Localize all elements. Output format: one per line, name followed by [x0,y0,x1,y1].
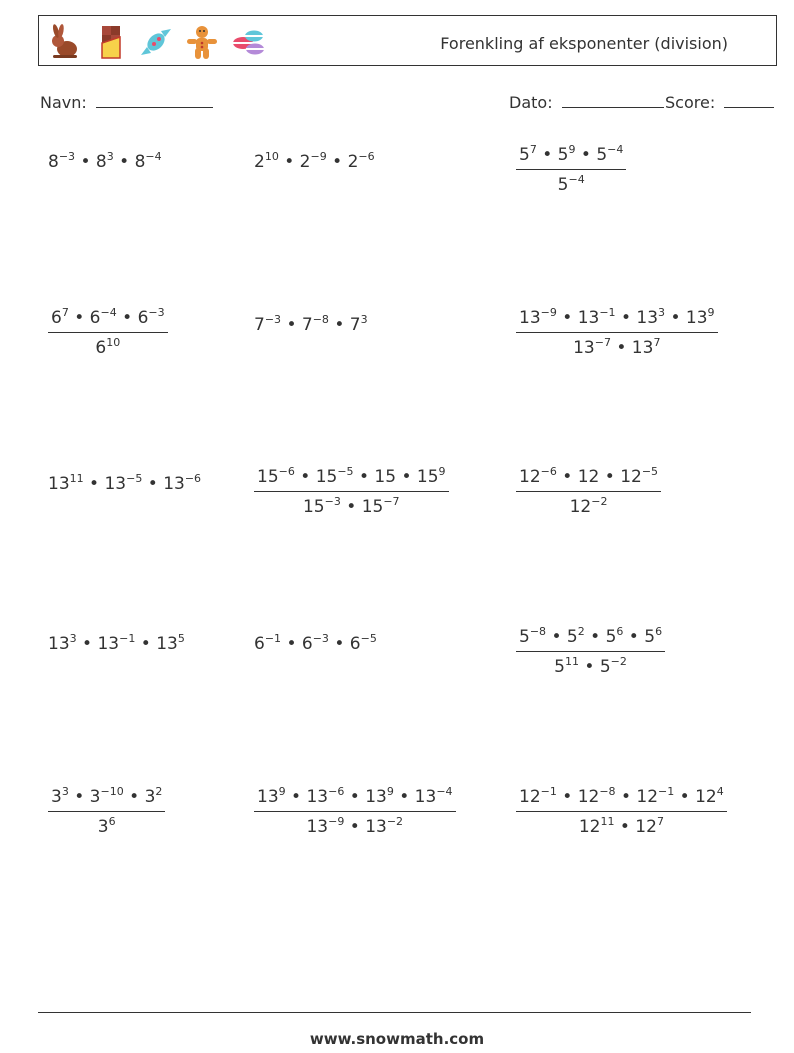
fraction [516,143,626,195]
problem-12 [516,625,665,677]
term-base: 3 [51,787,62,807]
fraction [516,465,661,517]
term-exponent: −4 [568,173,585,186]
multiplication-dot: • [584,627,606,647]
multiplication-dot: • [396,467,417,487]
problem-14 [254,785,456,837]
term-exponent: −9 [310,150,327,163]
score-blank[interactable] [724,93,774,108]
term-base: 15 [315,467,338,487]
term-exponent: 7 [61,306,69,319]
numerator [48,306,168,333]
term-base: 13 [365,817,387,837]
multiplication-dot: • [575,145,597,165]
multiplication-dot: • [68,308,90,328]
term-base: 2 [347,152,359,172]
multiplication-dot: • [344,787,366,807]
multiplication-dot: • [615,787,637,807]
chocolate-bar-icon [91,23,129,61]
problem-5 [254,313,368,335]
term-exponent: −5 [126,472,143,485]
term-base: 5 [557,175,569,195]
multiplication-dot: • [340,497,362,517]
term-base: 12 [519,467,541,487]
term-exponent: 9 [707,306,715,319]
multiplication-dot: • [123,787,145,807]
numerator [516,465,661,492]
date-blank[interactable] [562,93,664,108]
multiplication-dot: • [281,634,302,654]
term-exponent: −7 [594,336,611,349]
term-exponent: 7 [656,815,664,828]
problem-9 [516,465,661,517]
term-exponent: −10 [100,785,124,798]
multiplication-dot: • [599,467,621,487]
term-base: 13 [97,634,120,654]
fraction [48,306,168,358]
multiplication-dot: • [393,787,415,807]
term-exponent: −5 [337,465,354,478]
numerator [516,625,665,652]
term-base: 13 [48,474,70,494]
term-base: 5 [519,627,530,647]
term-base: 13 [306,817,329,837]
term-exponent: 3 [360,313,368,326]
multiplication-dot: • [135,634,157,654]
multiplication-dot: • [294,467,316,487]
term-base: 6 [95,338,107,358]
fraction [254,465,449,517]
term-base: 7 [301,315,313,335]
problem-11 [254,632,377,654]
term-base: 15 [257,467,279,487]
term-base: 13 [636,308,659,328]
multiplication-dot: • [344,817,366,837]
term-exponent: −2 [386,815,404,828]
term-base: 15 [374,467,397,487]
term-base: 2 [254,152,265,172]
problem-6 [516,306,718,358]
term-base: 13 [577,308,600,328]
term-base: 15 [302,497,325,517]
term-exponent: −6 [540,465,557,478]
multiplication-dot: • [615,308,637,328]
multiplication-dot: • [614,817,636,837]
problem-8 [254,465,449,517]
multiplication-dot: • [326,152,348,172]
term-exponent: −1 [599,306,616,319]
multiplication-dot: • [76,634,98,654]
term-base: 13 [257,787,279,807]
macarons-icon [229,23,267,61]
term-exponent: −1 [658,785,675,798]
denominator [516,492,661,516]
term-base: 12 [577,787,600,807]
multiplication-dot: • [610,338,632,358]
term-exponent: 9 [386,785,394,798]
numerator [254,785,456,812]
term-exponent: −6 [328,785,345,798]
multiplication-dot: • [142,474,164,494]
term-exponent: 3 [69,632,77,645]
term-exponent: 6 [655,625,663,638]
chocolate-bunny-icon [45,23,83,61]
term-base: 6 [349,634,361,654]
problem-2 [254,150,375,172]
term-base: 13 [365,787,387,807]
term-base: 2 [299,152,311,172]
term-exponent: −1 [540,785,557,798]
term-base: 5 [554,657,565,677]
term-exponent: 4 [716,785,724,798]
term-base: 15 [361,497,384,517]
date-label: Dato: [509,93,553,112]
term-base: 13 [631,338,654,358]
date-field[interactable] [509,93,664,112]
term-base: 12 [620,467,642,487]
term-base: 5 [605,627,617,647]
denominator [516,812,727,836]
multiplication-dot: • [536,145,558,165]
term-base: 5 [599,657,611,677]
term-base: 7 [254,315,265,335]
term-exponent: −9 [328,815,345,828]
numerator [516,143,626,170]
term-base: 5 [557,145,569,165]
denominator [254,492,449,516]
term-exponent: −4 [100,306,117,319]
term-base: 6 [89,308,101,328]
term-base: 12 [695,787,717,807]
term-exponent: −6 [358,150,375,163]
multiplication-dot: • [328,634,350,654]
term-base: 3 [97,817,109,837]
multiplication-dot: • [546,627,567,647]
term-exponent: 7 [529,143,537,156]
denominator [516,333,718,357]
term-base: 8 [48,152,59,172]
name-field[interactable] [40,93,213,112]
term-exponent: 3 [658,306,666,319]
term-exponent: 9 [568,143,576,156]
problem-10 [48,632,185,654]
term-exponent: 11 [69,472,84,485]
term-exponent: −3 [312,632,329,645]
term-base: 12 [519,787,541,807]
term-base: 13 [685,308,708,328]
problem-4 [48,306,168,358]
multiplication-dot: • [83,474,105,494]
term-exponent: −3 [324,495,341,508]
term-exponent: 11 [565,655,579,668]
score-label: Score: [665,93,716,112]
fraction [48,785,165,837]
term-base: 12 [569,497,592,517]
term-exponent: −9 [540,306,557,319]
term-exponent: −3 [264,313,282,326]
term-exponent: 11 [600,815,615,828]
multiplication-dot: • [113,152,135,172]
footer-url: www.snowmath.com [309,1030,485,1048]
term-base: 6 [254,634,265,654]
term-exponent: 6 [108,815,116,828]
term-exponent: 10 [264,150,279,163]
numerator [48,785,165,812]
term-exponent: 2 [577,625,585,638]
term-exponent: 9 [438,465,446,478]
header-icons [45,23,267,61]
term-base: 6 [51,308,62,328]
multiplication-dot: • [75,152,96,172]
term-base: 6 [137,308,149,328]
score-field[interactable] [665,93,774,112]
term-exponent: −4 [436,785,453,798]
term-exponent: −2 [591,495,608,508]
multiplication-dot: • [623,627,645,647]
term-base: 12 [636,787,659,807]
multiplication-dot: • [328,315,350,335]
term-base: 7 [349,315,361,335]
term-exponent: −6 [278,465,295,478]
numerator [254,465,449,492]
problem-1 [48,150,162,172]
term-base: 13 [573,338,595,358]
multiplication-dot: • [579,657,600,677]
numerator [516,785,727,812]
fraction [516,625,665,677]
term-exponent: −3 [58,150,76,163]
term-exponent: −3 [148,306,165,319]
term-base: 6 [301,634,313,654]
term-exponent: 3 [106,150,114,163]
term-base: 13 [306,787,329,807]
term-exponent: 6 [616,625,624,638]
fraction [516,785,727,837]
fraction [254,785,456,837]
term-exponent: −4 [145,150,162,163]
term-base: 5 [644,627,656,647]
gingerbread-man-icon [183,23,221,61]
multiplication-dot: • [674,787,696,807]
multiplication-dot: • [556,467,578,487]
term-base: 8 [95,152,107,172]
term-base: 12 [635,817,657,837]
term-base: 3 [89,787,101,807]
wrapped-candy-icon [137,23,175,61]
denominator [516,652,665,676]
worksheet-header [38,15,777,66]
term-base: 13 [414,787,437,807]
problem-13 [48,785,165,837]
term-exponent: −8 [599,785,616,798]
denominator [48,333,168,357]
fraction [516,306,718,358]
term-base: 3 [144,787,156,807]
term-exponent: −5 [641,465,659,478]
term-exponent: −8 [529,625,547,638]
name-label: Navn: [40,93,87,112]
multiplication-dot: • [665,308,686,328]
multiplication-dot: • [285,787,307,807]
term-base: 5 [566,627,578,647]
problem-3 [516,143,626,195]
term-exponent: 10 [106,336,121,349]
term-exponent: 9 [278,785,286,798]
term-exponent: −6 [184,472,202,485]
multiplication-dot: • [281,315,302,335]
term-base: 12 [577,467,600,487]
term-exponent: −2 [610,655,627,668]
problem-7 [48,472,202,494]
name-blank[interactable] [96,93,213,108]
multiplication-dot: • [556,787,578,807]
term-base: 13 [163,474,185,494]
multiplication-dot: • [278,152,300,172]
term-exponent: 3 [61,785,69,798]
multiplication-dot: • [556,308,578,328]
term-base: 12 [578,817,601,837]
multiplication-dot: • [353,467,375,487]
numerator [516,306,718,333]
footer-divider [38,1012,751,1013]
term-exponent: −7 [383,495,400,508]
term-base: 5 [596,145,608,165]
term-exponent: 7 [653,336,661,349]
term-exponent: −8 [312,313,329,326]
term-exponent: −5 [360,632,377,645]
denominator [516,170,626,194]
term-base: 13 [48,634,70,654]
term-exponent: −4 [607,143,624,156]
term-base: 15 [416,467,439,487]
term-exponent: 5 [177,632,185,645]
term-base: 8 [134,152,146,172]
term-exponent: 2 [155,785,163,798]
problem-15 [516,785,727,837]
multiplication-dot: • [68,787,90,807]
term-exponent: −1 [119,632,136,645]
multiplication-dot: • [116,308,138,328]
term-base: 13 [104,474,127,494]
term-exponent: −1 [264,632,282,645]
denominator [48,812,165,836]
term-base: 13 [519,308,541,328]
term-base: 5 [519,145,530,165]
denominator [254,812,456,836]
worksheet-title: Forenkling af eksponenter (division) [440,34,728,53]
term-base: 13 [156,634,178,654]
